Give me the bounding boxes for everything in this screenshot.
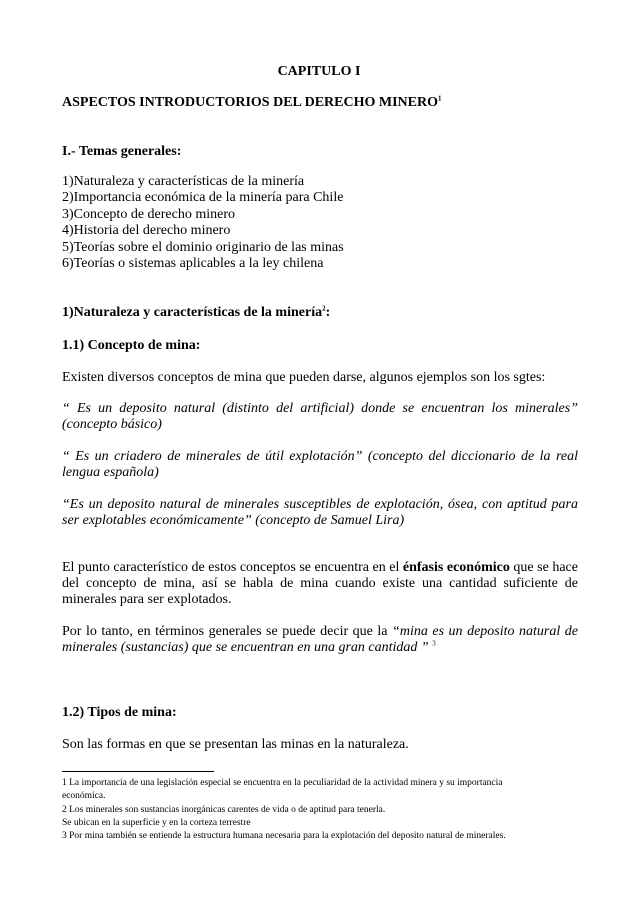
- definition-2-line-2: lengua española): [62, 465, 159, 480]
- heading-colon: :: [325, 305, 331, 320]
- footnote-ref-2: 2: [322, 304, 326, 313]
- p2-quote-start: “mina es un deposito natural de: [392, 624, 578, 639]
- paragraph-3: Son las formas en que se presentan las minas en la naturaleza.: [62, 737, 409, 752]
- chapter-heading: CAPITULO I: [277, 64, 361, 79]
- heading-naturaleza: [62, 305, 330, 321]
- topic-item: 4)Historia del derecho minero: [62, 223, 231, 238]
- definition-3-line-1: “Es un deposito natural de minerales susceptibles de explotación, ósea, con aptitud para: [62, 497, 578, 512]
- footnote-2-line-2: Se ubican en la superficie y en la corteza terrestre: [62, 818, 251, 828]
- document-title-text: ASPECTOS INTRODUCTORIOS DEL DERECHO MINERO: [62, 95, 439, 110]
- p1-text-c: que se hace: [509, 560, 578, 575]
- paragraph-1-line-2: del concepto de mina, así se habla de mina cuando existe una cantidad suficiente de: [62, 576, 578, 591]
- heading-tipos-mina: 1.2) Tipos de mina:: [62, 705, 177, 720]
- heading-concepto-mina: 1.1) Concepto de mina:: [62, 338, 201, 353]
- footnote-1-line-1: 1 La importancia de una legislación especial se encuentra en la peculiaridad de la actividad minera y su importancia: [62, 778, 503, 788]
- footnote-separator: [62, 771, 214, 772]
- footnote-2-line-1: 2 Los minerales son sustancias inorgánicas carentes de vida o de aptitud para tenerla.: [62, 805, 386, 815]
- p1-emphasis: énfasis económico: [402, 560, 510, 575]
- p1-text-a: El punto característico de estos conceptos se encuentra en el: [62, 560, 403, 575]
- intro-paragraph: Existen diversos conceptos de mina que pueden darse, algunos ejemplos son los sgtes:: [62, 370, 546, 385]
- topic-item: 5)Teorías sobre el dominio originario de las minas: [62, 240, 344, 255]
- footnote-ref-3: 3: [432, 639, 436, 648]
- definition-3-line-2: ser explotables económicamente” (concepto de Samuel Lira): [62, 513, 405, 528]
- topic-item: 1)Naturaleza y características de la minería: [62, 174, 305, 189]
- topic-item: 3)Concepto de derecho minero: [62, 207, 235, 222]
- p2-quote-end: minerales (sustancias) que se encuentran en una gran cantidad ”: [62, 640, 429, 655]
- footnote-1-line-2: económica.: [62, 791, 106, 801]
- footnote-ref-1: 1: [438, 94, 442, 103]
- section-heading-general: I.- Temas generales:: [62, 144, 182, 159]
- document-title: [62, 95, 442, 111]
- p2-text-a: Por lo tanto, en términos generales se puede decir que la: [62, 624, 393, 639]
- definition-2-line-1: “ Es un criadero de minerales de útil explotación” (concepto del diccionario de la real: [62, 449, 578, 464]
- topic-item: 2)Importancia económica de la minería para Chile: [62, 190, 344, 205]
- paragraph-1-line-1: [62, 560, 578, 576]
- footnote-3: 3 Por mina también se entiende la estructura humana necesaria para la explotación del deposito natural de minerales.: [62, 831, 506, 841]
- definition-1-line-1: “ Es un deposito natural (distinto del artificial) donde se encuentran los minerales”: [62, 401, 578, 416]
- paragraph-2-line-1: [62, 624, 578, 640]
- paragraph-1-line-3: minerales para ser explotados.: [62, 592, 232, 607]
- heading-naturaleza-text: 1)Naturaleza y características de la minería: [62, 305, 323, 320]
- topic-item: 6)Teorías o sistemas aplicables a la ley chilena: [62, 256, 324, 271]
- definition-1-line-2: (concepto básico): [62, 417, 162, 432]
- paragraph-2-line-2: [62, 640, 436, 656]
